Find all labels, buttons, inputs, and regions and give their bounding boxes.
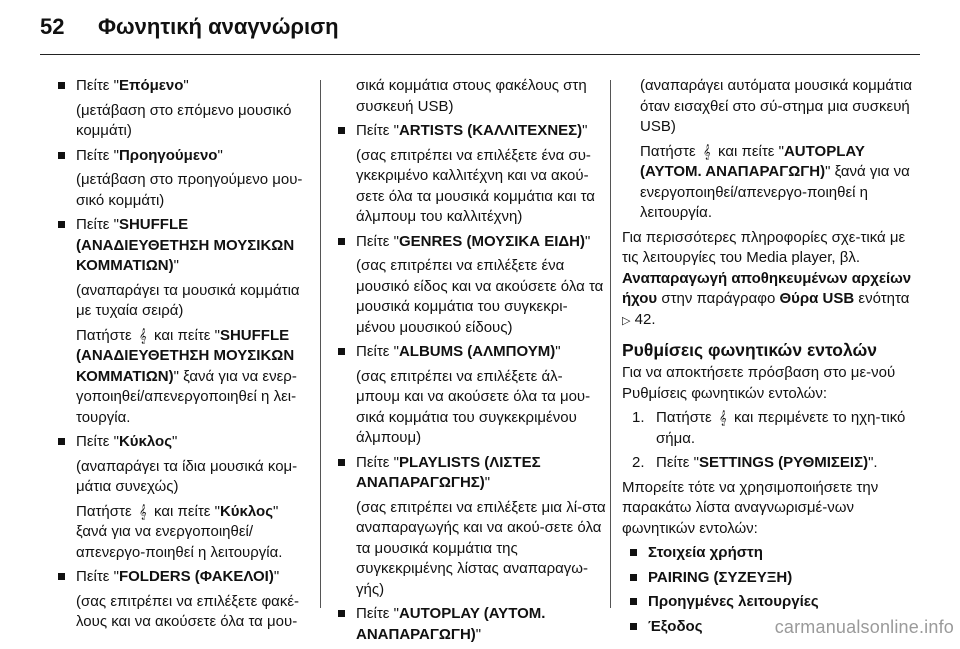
item-description: (σας επιτρέπει να επιλέξετε μια λί-στα αναπαραγωγής και να ακού-σετε όλα τα μουσικά κομμάτια της συγκεκριμένης λίστας αναπαραγω-γής)	[356, 498, 606, 598]
header-rule	[40, 54, 920, 55]
page-header	[40, 10, 920, 50]
column-1	[58, 76, 310, 637]
section-heading: Ρυθμίσεις φωνητικών εντολών	[622, 340, 878, 360]
item-description: (μετάβαση στο προηγούμενο μου-σικό κομμάτι)	[76, 171, 303, 209]
column-2	[338, 76, 606, 649]
list-item: Πείτε "Επόμενο"	[58, 76, 310, 97]
list-item: Πείτε "GENRES (ΜΟΥΣΙΚΑ ΕΙΔΗ)"	[338, 232, 606, 253]
item-instruction: Πατήστε 𝄞 και πείτε "AUTOPLAY (ΑΥΤΟΜ. ΑΝΑΠΑΡΑΓΩΓΗ)" ξανά για να ενεργοποιηθεί/απενεργο-ποιηθεί η λειτουργία.	[640, 142, 910, 221]
list-item: Πείτε "AUTOPLAY (ΑΥΤΟΜ. ΑΝΑΠΑΡΑΓΩΓΗ)"	[338, 604, 606, 645]
watermark: carmanualsonline.info	[774, 617, 954, 637]
list-item: PAIRING (ΣΥΖΕΥΞΗ)	[630, 568, 922, 589]
item-description: (σας επιτρέπει να επιλέξετε ένα συ-γκεκριμένο καλλιτέχνη και να ακού-σετε όλα τα μουσικά κομμάτια και τα άλμπουμ του καλλιτέχνη)	[356, 146, 595, 225]
item-description: (σας επιτρέπει να επιλέξετε ένα μουσικό είδος και να ακούσετε όλα τα μουσικά κομμάτια του συγκεκρι-μένου μουσικού είδους)	[356, 257, 604, 336]
list-item: Πείτε "FOLDERS (ΦΑΚΕΛΟΙ)"	[58, 567, 310, 588]
list-item: Πείτε "ARTISTS (ΚΑΛΛΙΤΕΧΝΕΣ)"	[338, 121, 606, 142]
voice-command-icon: 𝄞	[718, 410, 727, 425]
item-instruction: Πατήστε 𝄞 και πείτε "Κύκλος" ξανά για να ενεργοποιηθεί/απενεργο-ποιηθεί η λειτουργία.	[76, 502, 283, 561]
then-paragraph: Μπορείτε τότε να χρησιμοποιήσετε την παρακάτω λίστα αναγνωρισμέ-νων φωνητικών εντολών:	[622, 478, 879, 537]
list-item: Έξοδος	[630, 617, 922, 638]
item-description: (αναπαράγει τα μουσικά κομμάτια με τυχαία σειρά)	[76, 281, 300, 319]
list-item: Προηγμένες λειτουργίες	[630, 592, 922, 613]
voice-command-icon: 𝄞	[702, 143, 711, 159]
list-item: Πείτε "ALBUMS (ΑΛΜΠΟΥΜ)"	[338, 342, 606, 363]
item-description: (σας επιτρέπει να επιλέξετε φακέ-λους και να ακούσετε όλα τα μου-	[76, 592, 300, 630]
page-reference-icon: ▷	[622, 314, 631, 327]
item-description: (μετάβαση στο επόμενο μουσικό κομμάτι)	[76, 101, 292, 139]
list-item: Στοιχεία χρήστη	[630, 543, 922, 564]
step-item: 2. Πείτε "SETTINGS (ΡΥΘΜΙΣΕΙΣ)".	[632, 454, 878, 471]
item-instruction: Πατήστε 𝄞 και πείτε "SHUFFLE (ΑΝΑΔΙΕΥΘΕΤΗΣΗ ΜΟΥΣΙΚΩΝ ΚΟΜΜΑΤΙΩΝ)" ξανά για να ενερ-γοποιηθεί/απενεργοποιηθεί η λει-τουργία.	[76, 326, 297, 426]
item-description: (σας επιτρέπει να επιλέξετε άλ-μπουμ και να ακούσετε όλα τα μου-σικά κομμάτια του συγκεκριμένου άλμπουμ)	[356, 367, 591, 446]
item-description: (αναπαράγει τα ίδια μουσικά κομ-μάτια συνεχώς)	[76, 457, 298, 495]
voice-command-icon: 𝄞	[138, 503, 147, 519]
info-paragraph: Για περισσότερες πληροφορίες σχε-τικά με τις λειτουργίες του Media player, βλ. Αναπαραγωγή αποθηκευμένων αρχείων ήχου στην παράγραφο Θύρα USB ενότητα ▷ 42.	[622, 228, 922, 332]
column-3	[622, 76, 922, 641]
intro-paragraph: Για να αποκτήσετε πρόσβαση στο με-νού Ρυθμίσεις φωνητικών εντολών:	[622, 364, 896, 402]
list-item: Πείτε "PLAYLISTS (ΛΙΣΤΕΣ ΑΝΑΠΑΡΑΓΩΓΗΣ)"	[338, 453, 606, 494]
voice-command-icon: 𝄞	[138, 327, 147, 343]
step-item: 1. Πατήστε 𝄞 και περιμένετε το ηχη-τικό σήμα.	[632, 409, 906, 447]
column-divider-1	[320, 80, 321, 608]
list-item: Πείτε "SHUFFLE (ΑΝΑΔΙΕΥΘΕΤΗΣΗ ΜΟΥΣΙΚΩΝ ΚΟΜΜΑΤΙΩΝ)"	[58, 215, 310, 277]
item-description: (αναπαράγει αυτόματα μουσικά κομμάτια όταν εισαχθεί στο σύ-στημα μια συσκευή USB)	[640, 77, 913, 135]
item-description: σικά κομμάτια στους φακέλους στη συσκευή USB)	[356, 77, 587, 115]
list-item: Πείτε "Κύκλος"	[58, 432, 310, 453]
page-number: 52	[40, 14, 65, 39]
page-title: Φωνητική αναγνώριση	[98, 14, 339, 39]
list-item: Πείτε "Προηγούμενο"	[58, 146, 310, 167]
column-divider-2	[610, 80, 611, 608]
